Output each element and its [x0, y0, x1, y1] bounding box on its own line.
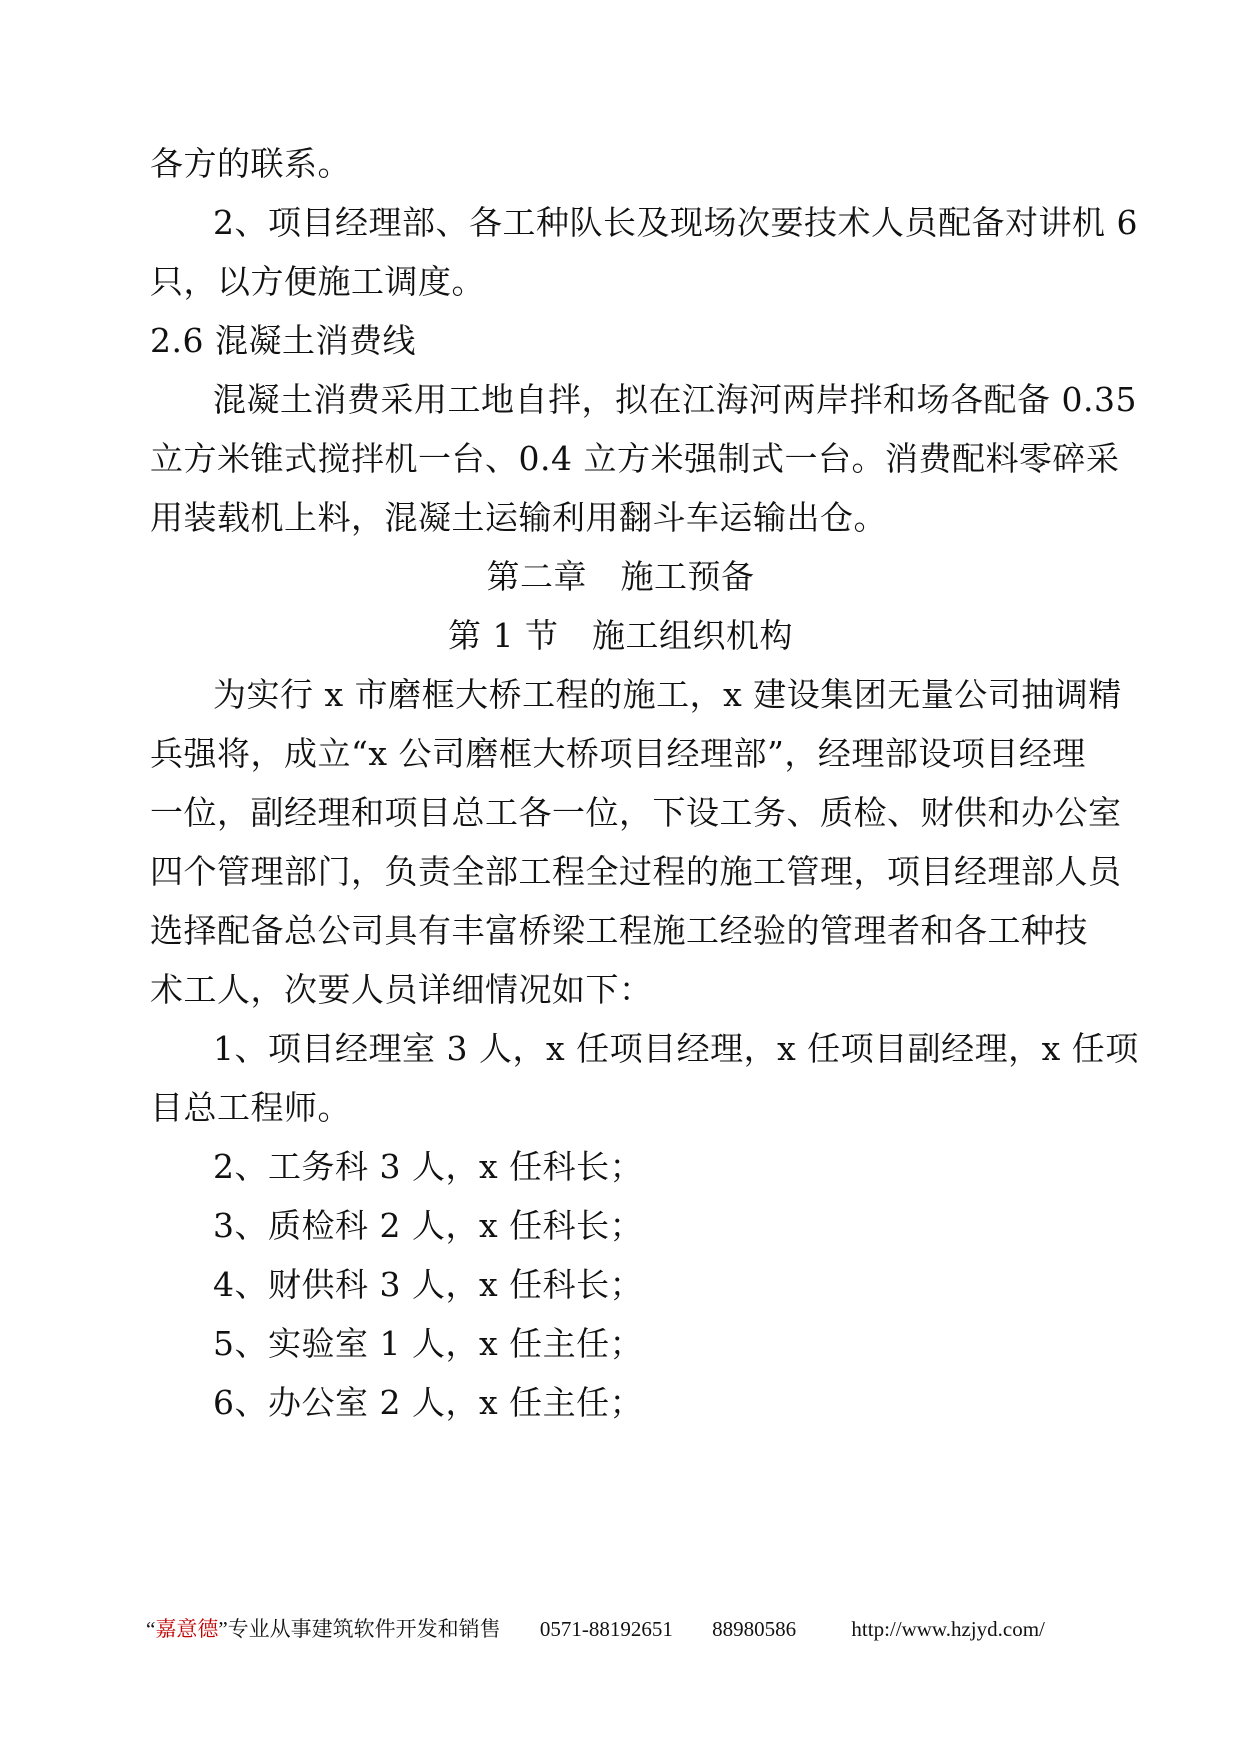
page-footer [146, 1614, 1146, 1644]
body-line: 只，以方便施工调度。 [150, 262, 485, 301]
body-line: 选择配备总公司具有丰富桥梁工程施工经验的管理者和各工种技 [150, 911, 1088, 950]
section-heading: 2.6 混凝土消费线 [150, 321, 416, 360]
footer-phone-2: 88980586 [712, 1617, 797, 1641]
body-line: 术工人，次要人员详细情况如下： [150, 970, 653, 1009]
footer-brand: 嘉意德 [155, 1617, 219, 1641]
body-line: 一位，副经理和项目总工各一位，下设工务、质检、财供和办公室 [150, 793, 1122, 832]
body-line: 2、项目经理部、各工种队长及现场次要技术人员配备对讲机 6 [213, 203, 1138, 242]
footer-url[interactable]: http://www.hzjyd.com/ [851, 1617, 1045, 1641]
footer-quote-close: ” [218, 1617, 228, 1641]
footer-tagline: 专业从事建筑软件开发和销售 [227, 1617, 501, 1641]
body-line: 为实行 x 市磨框大桥工程的施工，x 建设集团无量公司抽调精 [213, 675, 1122, 714]
body-line: 兵强将，成立“x 公司磨框大桥项目经理部”，经理部设项目经理 [150, 734, 1086, 773]
body-line: 四个管理部门，负责全部工程全过程的施工管理，项目经理部人员 [150, 852, 1122, 891]
chapter-title: 第二章 施工预备 [486, 557, 755, 596]
footer-phone-1: 0571-88192651 [539, 1617, 673, 1641]
list-item: 2、工务科 3 人，x 任科长； [213, 1147, 644, 1186]
list-item: 5、实验室 1 人，x 任主任； [213, 1324, 644, 1363]
list-item: 4、财供科 3 人，x 任科长； [213, 1265, 644, 1304]
footer-quote-open: “ [146, 1617, 156, 1641]
body-line: 立方米锥式搅拌机一台、0.4 立方米强制式一台。消费配料零碎采 [150, 439, 1120, 478]
body-line: 各方的联系。 [150, 144, 351, 183]
section-title: 第 1 节 施工组织机构 [448, 616, 793, 655]
list-item: 6、办公室 2 人，x 任主任； [213, 1383, 644, 1422]
body-line: 目总工程师。 [150, 1088, 351, 1127]
list-item: 1、项目经理室 3 人，x 任项目经理，x 任项目副经理，x 任项 [213, 1029, 1139, 1068]
body-line: 混凝土消费采用工地自拌，拟在江海河两岸拌和场各配备 0.35 [213, 380, 1137, 419]
body-line: 用装载机上料，混凝土运输利用翻斗车运输出仓。 [150, 498, 887, 537]
list-item: 3、质检科 2 人，x 任科长； [213, 1206, 644, 1245]
